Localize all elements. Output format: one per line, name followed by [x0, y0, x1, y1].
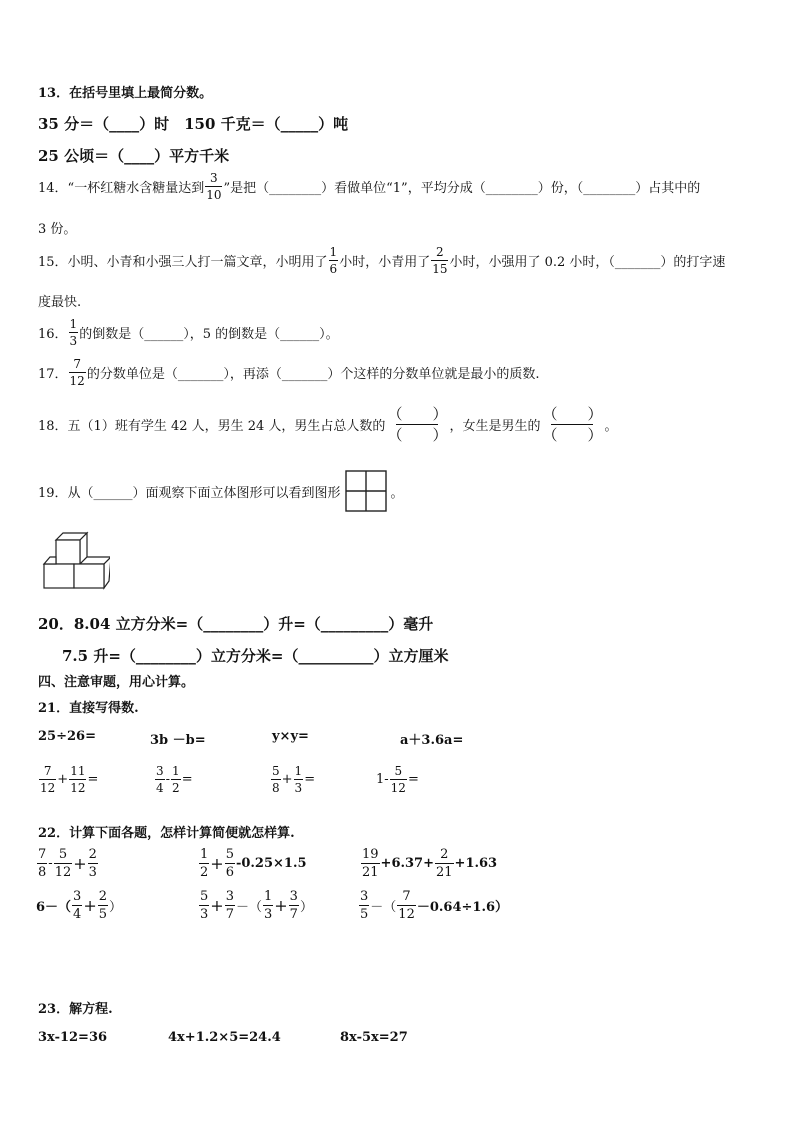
q21-r2c2-op: -	[165, 772, 171, 787]
q22-e2-a-den: 2	[200, 865, 209, 880]
q22-e5-b-den: 7	[225, 907, 234, 922]
q21-r2c4-b-den: 12	[390, 781, 406, 795]
q15-text-a: 15．小明、小青和小强三人打一篇文章，小明用了	[38, 255, 328, 270]
q22-e4-a-num: 3	[73, 889, 82, 904]
q22-e2-a-num: 1	[200, 847, 209, 862]
q22-expr-1	[36, 848, 99, 879]
q15-f1-den: 6	[329, 262, 338, 276]
q16-f-den: 3	[69, 334, 78, 348]
q22-e1-a-num: 7	[38, 847, 47, 862]
q22-expr-3	[360, 848, 497, 879]
q23-eq-1: 3x-12=36	[38, 1030, 108, 1045]
q21-r2-c1	[38, 765, 98, 794]
q18-blank-num-1: （ ）	[387, 405, 448, 423]
q21-r2c3-op: +	[281, 772, 293, 787]
q22-expr-6	[358, 890, 508, 921]
q22-title: 22．计算下面各题，怎样计算简便就怎样算.	[38, 826, 295, 841]
q22-e3-b-den: 21	[436, 865, 453, 880]
q21-r2c3-a-den: 8	[272, 781, 280, 795]
q21-r1-c4: a＋3.6a=	[400, 733, 464, 748]
q15-text-c: 小时，小强用了 0.2 小时，（_______）的打字速	[449, 255, 726, 270]
q21-r2c3-eq: =	[304, 772, 316, 787]
q18-text-b: ，女生是男生的	[449, 419, 541, 434]
q15-line1	[38, 246, 725, 275]
q23-title: 23．解方程.	[38, 1002, 113, 1017]
q18-end: 。	[604, 419, 618, 434]
q21-r2c2-eq: =	[181, 772, 193, 787]
q14-frac-num: 3	[210, 171, 218, 185]
q16-fraction	[69, 318, 79, 347]
q22-e5-op1: +	[210, 896, 224, 915]
q22-e1-op2: +	[73, 854, 87, 873]
q22-e6-tail: －0.64÷1.6）	[416, 900, 509, 915]
q18-blank-num-2: （ ）	[542, 405, 603, 423]
q22-e4-a-den: 4	[73, 907, 82, 922]
q13-line2: 25 公顷＝（____）平方千米	[38, 147, 230, 165]
q14-line2: 3 份。	[38, 222, 77, 237]
q17-f-den: 12	[69, 374, 85, 388]
q22-e3-tail: +1.63	[454, 856, 498, 871]
q22-e5-c-num: 1	[263, 889, 273, 904]
q22-e5-close: ）	[299, 900, 313, 915]
q13-line1: 35 分＝（____）时 150 千克＝（_____）吨	[38, 115, 349, 133]
q16-text: 的倒数是（______），5 的倒数是（______）。	[79, 327, 339, 342]
q21-r2c1-a-num: 7	[43, 764, 52, 778]
q16-f-num: 1	[69, 317, 78, 331]
q22-e1-a-den: 8	[38, 865, 47, 880]
q18-blank-fraction-2[interactable]	[542, 405, 602, 444]
q22-e4-b-num: 2	[98, 889, 108, 904]
q22-e6-a-den: 5	[360, 907, 369, 922]
q21-r2c1-b-num: 11	[70, 764, 86, 778]
q22-e2-b-den: 6	[225, 865, 234, 880]
q22-e1-b-den: 12	[54, 865, 72, 880]
q22-e1-c-num: 2	[88, 847, 97, 862]
q22-e3-mid: +6.37+	[380, 856, 434, 871]
q21-r1-c2: 3b －b=	[150, 733, 206, 748]
q22-e4-op: +	[83, 896, 97, 915]
q13-title: 13．在括号里填上最简分数。	[38, 86, 213, 101]
q16-line	[38, 318, 339, 347]
q22-e5-op2: +	[274, 896, 288, 915]
q15-fraction-1	[329, 246, 339, 275]
q21-title: 21．直接写得数.	[38, 701, 139, 716]
q21-r2c2-b-den: 2	[172, 781, 180, 795]
q21-r2-c2	[154, 765, 193, 794]
q22-expr-5	[198, 890, 313, 921]
q22-expr-2	[198, 848, 307, 879]
q17-f-num: 7	[73, 357, 81, 371]
q21-r2-c4	[376, 765, 419, 794]
q14-text-b: ”是把（________）看做单位“1”，平均分成（________）份，（________）占其中的	[223, 181, 701, 196]
q20-line1: 20．8.04 立方分米=（________）升=（_________）毫升	[38, 615, 434, 633]
q21-r2c2-a-num: 3	[156, 764, 164, 778]
q18-line	[38, 405, 618, 444]
q22-e3-b-num: 2	[440, 847, 449, 862]
cube-stack-figure	[40, 530, 110, 596]
q19-text: 19．从（______）面观察下面立体图形可以看到图形	[38, 485, 341, 501]
q22-e6-b-den: 12	[398, 907, 415, 922]
q21-r1-c3: y×y=	[272, 729, 309, 744]
q21-r2c1-a-den: 12	[40, 781, 56, 795]
q21-r2c4-eq: =	[407, 772, 419, 787]
view-grid-figure	[345, 470, 387, 512]
q14-frac-den: 10	[206, 188, 222, 202]
q22-e1-b-num: 5	[58, 847, 68, 862]
q22-e5-b-num: 3	[225, 889, 234, 904]
q17-label: 17．	[38, 367, 68, 382]
q21-r2c1-op: +	[57, 772, 69, 787]
q15-fraction-2	[431, 246, 448, 275]
q19-end: 。	[390, 485, 404, 501]
q14-text-a: 14．“一杯红糖水含糖量达到	[38, 181, 205, 196]
q15-f1-num: 1	[329, 245, 338, 259]
q21-r2c2-b-num: 1	[172, 764, 180, 778]
q19-line	[38, 470, 404, 512]
q22-e3-a-num: 19	[362, 847, 379, 862]
q20-line2: 7.5 升=（________）立方分米=（__________）立方厘米	[62, 647, 449, 665]
q21-r2c3-b-num: 1	[294, 764, 303, 778]
q22-e5-mid: －（	[235, 900, 262, 915]
q22-e5-a-den: 3	[200, 907, 209, 922]
q14-line1	[38, 172, 700, 201]
q22-e5-a-num: 5	[200, 889, 209, 904]
q21-r2c3-a-num: 5	[272, 764, 280, 778]
q23-eq-2: 4x+1.2×5=24.4	[168, 1030, 281, 1045]
q22-e2-b-num: 5	[225, 847, 234, 862]
q21-r2c2-a-den: 4	[156, 781, 164, 795]
q21-r2c4-pre: 1-	[376, 772, 389, 787]
q16-label: 16．	[38, 327, 68, 342]
q23-eq-3: 8x-5x=27	[340, 1030, 408, 1045]
q21-r2c4-b-num: 5	[394, 764, 403, 778]
q15-f2-num: 2	[436, 245, 444, 259]
q21-r2-c3	[270, 765, 315, 794]
q22-e4-close: ）	[109, 900, 123, 915]
q17-fraction	[69, 358, 86, 387]
q22-e5-c-den: 3	[263, 907, 273, 922]
q18-blank-fraction-1[interactable]	[387, 405, 447, 444]
q17-text: 的分数单位是（_______），再添（_______）个这样的分数单位就是最小的质数.	[86, 367, 540, 382]
q15-line2: 度最快.	[38, 295, 82, 310]
q18-blank-den-2: （ ）	[542, 426, 603, 444]
q22-e4-b-den: 5	[98, 907, 108, 922]
q22-e2-op1: +	[210, 854, 224, 873]
q21-r2c1-eq: =	[87, 772, 99, 787]
q22-e2-tail: -0.25×1.5	[235, 856, 307, 871]
q22-e1-c-den: 3	[88, 865, 97, 880]
q22-e6-a-num: 3	[360, 889, 369, 904]
q22-e4-pre: 6－（	[36, 900, 72, 915]
q14-fraction	[205, 172, 222, 201]
section-4-heading: 四、注意审题，用心计算。	[38, 675, 195, 690]
q15-text-b: 小时，小青用了	[339, 255, 431, 270]
q18-text-a: 18．五（1）班有学生 42 人，男生 24 人，男生占总人数的	[38, 419, 386, 434]
q22-e6-b-num: 7	[402, 889, 411, 904]
q22-e5-d-den: 7	[289, 907, 298, 922]
q22-e3-a-den: 21	[362, 865, 379, 880]
q21-r2c3-b-den: 3	[294, 781, 303, 795]
q21-r1-c1: 25÷26=	[38, 729, 96, 744]
q15-f2-den: 15	[432, 262, 448, 276]
q22-e5-d-num: 3	[289, 889, 298, 904]
q22-e6-mid: －（	[370, 900, 397, 915]
q18-blank-den-1: （ ）	[387, 426, 448, 444]
q21-r2c1-b-den: 12	[70, 781, 86, 795]
q22-e1-op1: -	[48, 856, 53, 871]
q17-line	[38, 358, 539, 387]
q22-expr-4	[36, 890, 122, 921]
